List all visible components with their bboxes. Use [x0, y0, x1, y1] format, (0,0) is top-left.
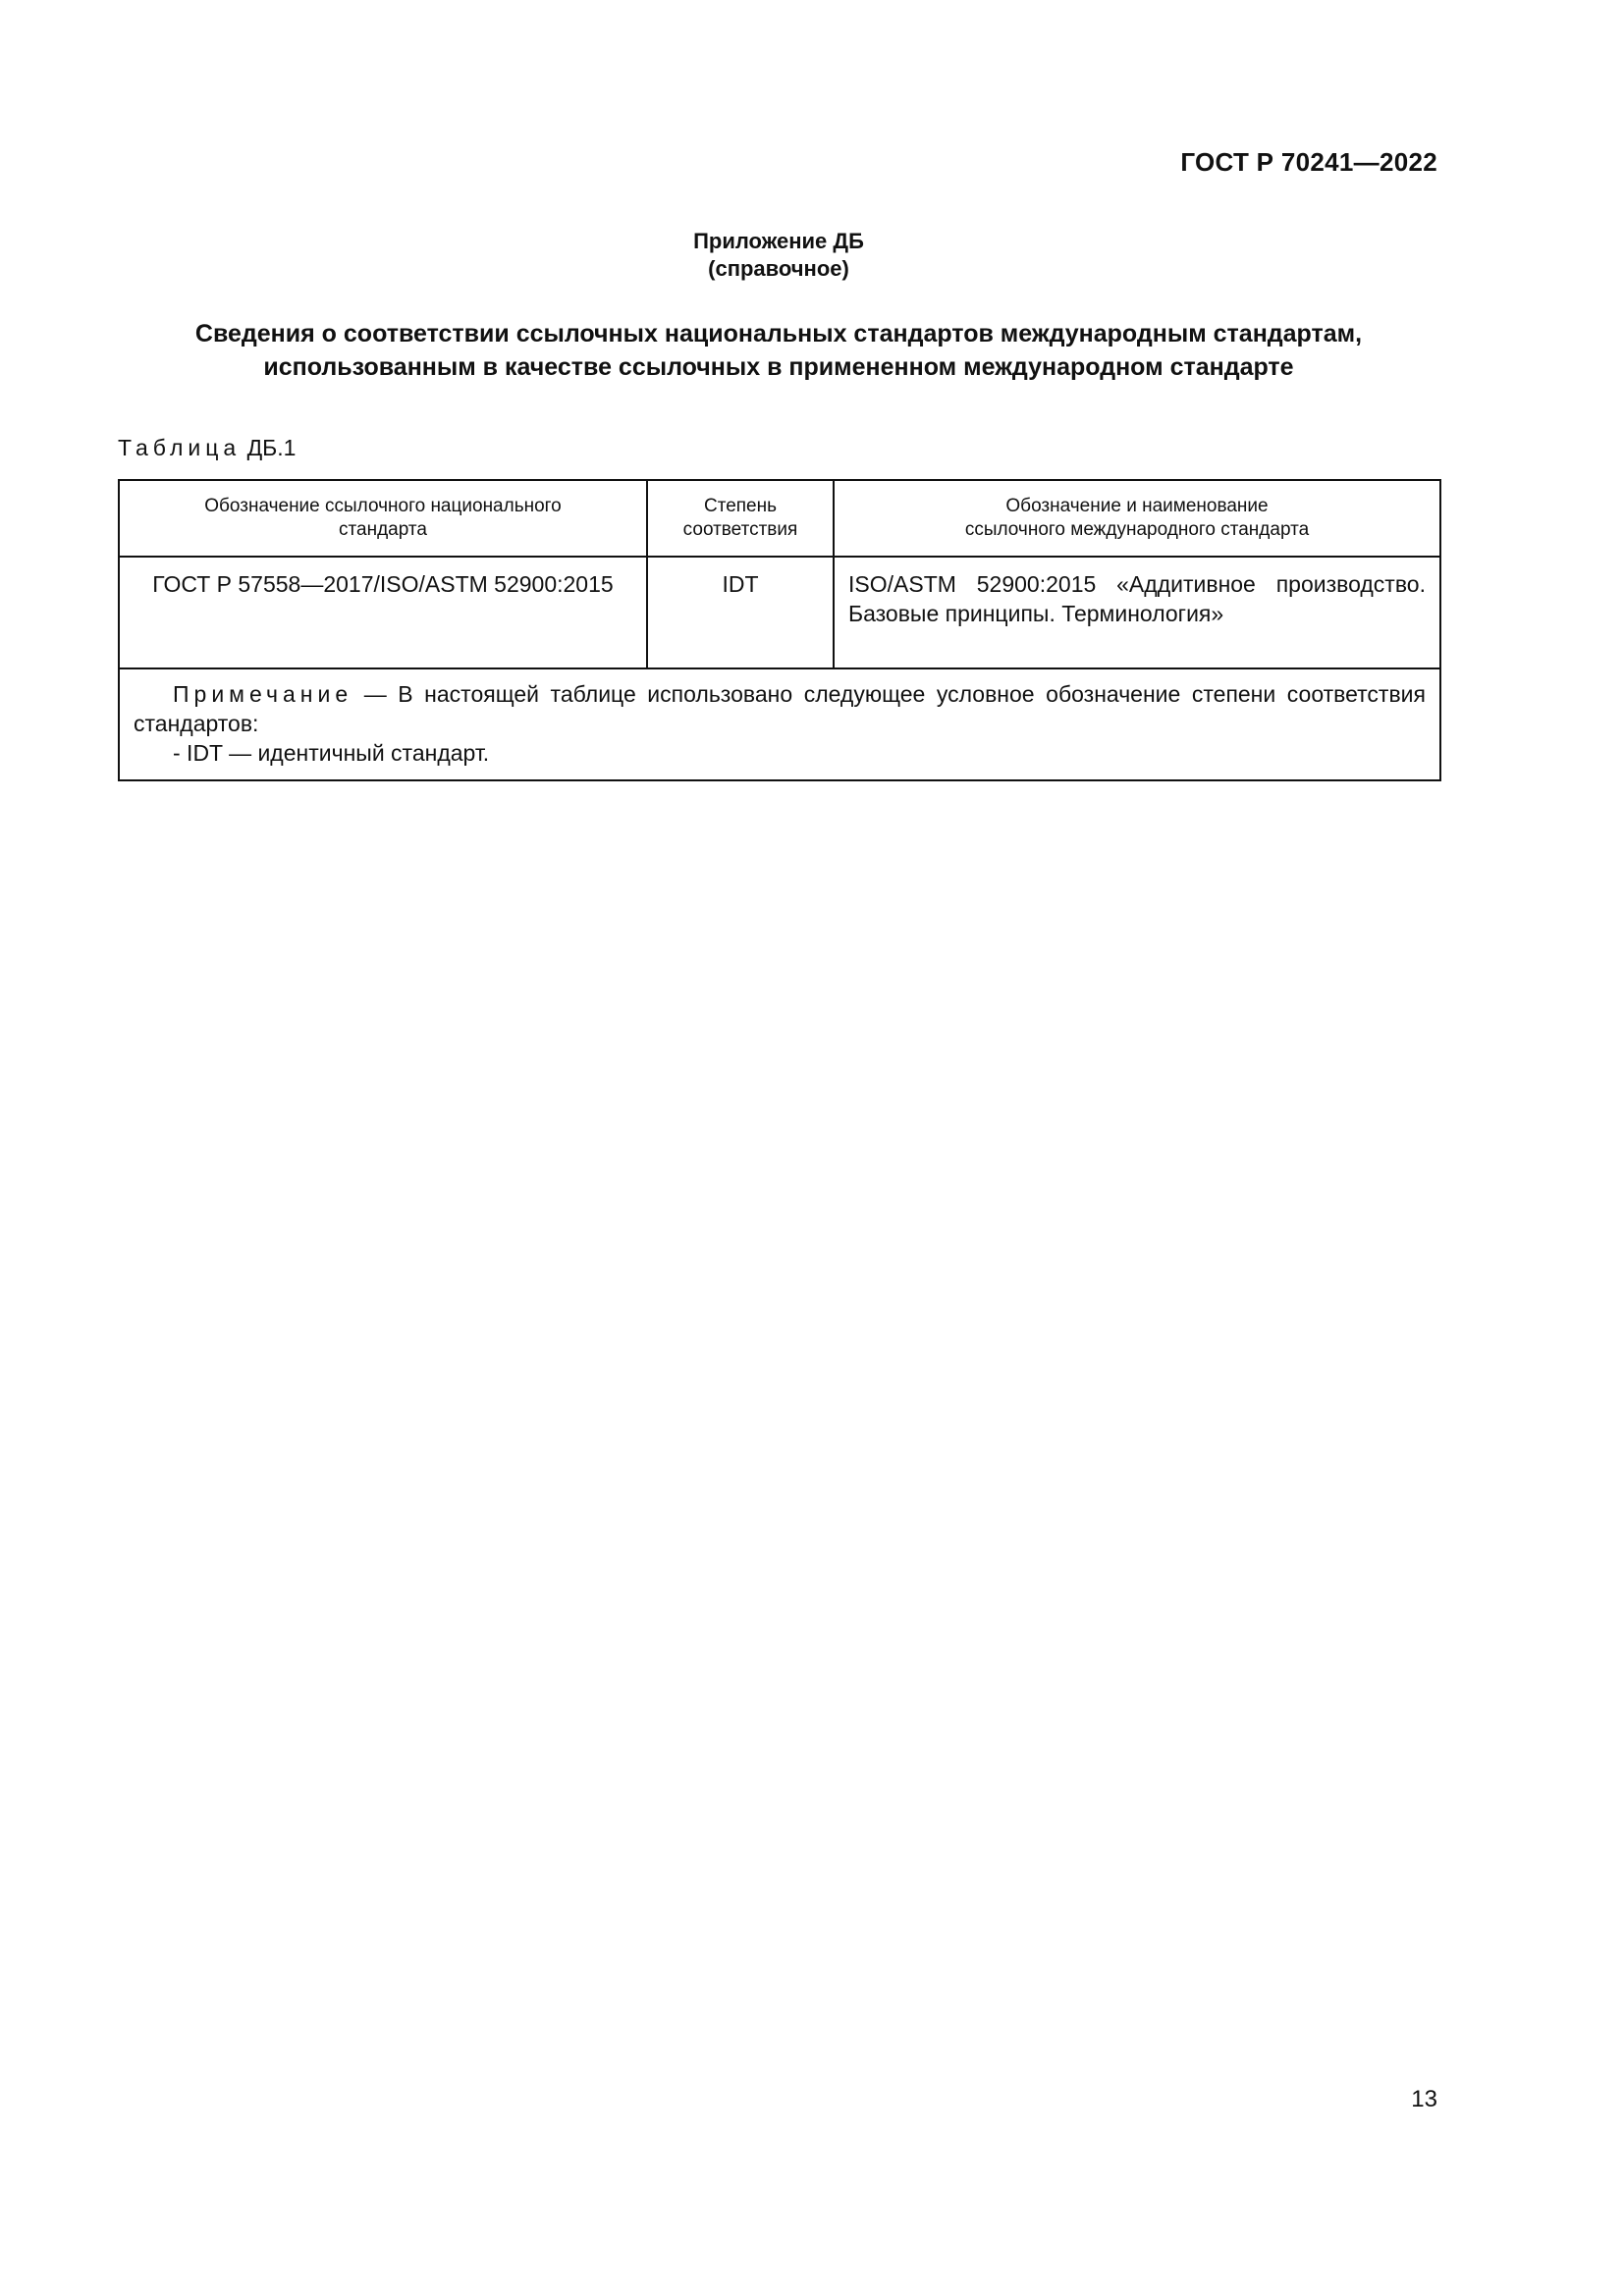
header-degree [647, 480, 834, 557]
header-degree-line-2: соответствия [682, 519, 798, 540]
document-code: ГОСТ Р 70241—2022 [1180, 147, 1437, 177]
page-number: 13 [1411, 2086, 1437, 2112]
table-caption-number: ДБ.1 [246, 435, 297, 460]
cell-international-standard: ISO/ASTM 52900:2015 «Аддитивное производство. Базовые принципы. Терминология» [834, 557, 1440, 668]
appendix-heading [118, 228, 1439, 283]
header-national-line-1: Обозначение ссылочного национального [204, 496, 562, 516]
table-note-row [119, 668, 1440, 780]
table-note [119, 668, 1440, 780]
cell-degree: IDT [647, 557, 834, 668]
header-degree-line-1: Степень [703, 496, 778, 516]
header-international-line-2: ссылочного международного стандарта [964, 519, 1310, 540]
note-item: - IDT — идентичный стандарт. [173, 740, 490, 766]
header-international-standard [834, 480, 1440, 557]
note-lead: Примечание [173, 681, 353, 707]
header-national-line-2: стандарта [339, 519, 427, 540]
header-national-standard [119, 480, 647, 557]
header-international-line-1: Обозначение и наименование [1005, 496, 1269, 516]
section-title-line-2: использованным в качестве ссылочных в примененном международном стандарте [263, 353, 1294, 381]
table-row [119, 557, 1440, 668]
section-title [118, 317, 1439, 384]
table-header-row [119, 480, 1440, 557]
note-text: — В настоящей таблице использовано следующее условное обозначение степени соответствия стандартов: [134, 681, 1426, 736]
section-title-line-1: Сведения о соответствии ссылочных национальных стандартов международным стандартам, [194, 320, 1363, 347]
appendix-subtitle: (справочное) [708, 256, 849, 281]
correspondence-table [118, 479, 1441, 781]
table-caption [118, 435, 296, 461]
table-caption-word: Таблица [118, 435, 242, 460]
appendix-title: Приложение ДБ [693, 229, 864, 253]
cell-national-standard: ГОСТ Р 57558—2017/ISO/ASTM 52900:2015 [119, 557, 647, 668]
